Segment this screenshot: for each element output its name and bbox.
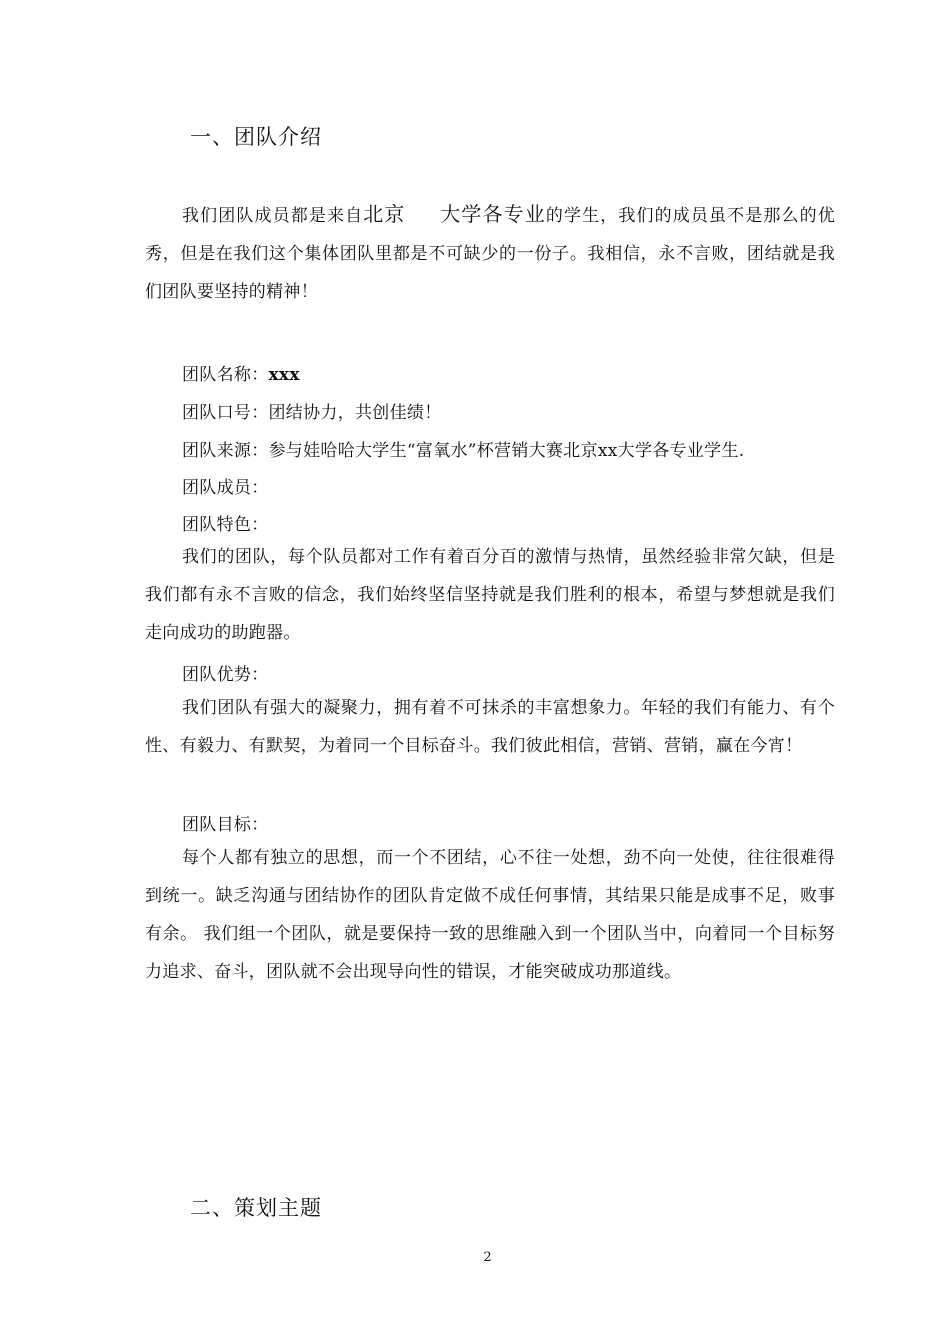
page-number: 2 xyxy=(483,1250,492,1265)
intro-big-beijing: 北京 xyxy=(363,202,406,226)
team-goal-text: 每个人都有独立的思想，而一个不团结，心不往一处想，劲不向一处使，往往很难得到统一。缺乏沟通与团结协作的团队肯定做不成任何事情，其结果只能是成事不足，败事有余。 我们组一个团队，就是要保持一致的思维融入到一个团队当中，向着同一个目标努力追求、奋斗，团队就不会出现导向性的错误，才能突破成功那道线。 xyxy=(145,848,835,982)
team-members-line: 团队成员： xyxy=(182,478,269,498)
team-goal-title: 团队目标： xyxy=(182,815,269,835)
team-source-line: 团队来源：参与娃哈哈大学生“富氧水”杯营销大赛北京xx大学各专业学生. xyxy=(182,441,745,461)
intro-big-university: 大学各专业 xyxy=(439,202,546,226)
intro-paragraph xyxy=(145,195,835,311)
team-features-title: 团队特色： xyxy=(182,515,269,535)
team-advantages-text: 我们团队有强大的凝聚力，拥有着不可抹杀的丰富想象力。年轻的我们有能力、有个性、有毅力、有默契，为着同一个目标奋斗。我们彼此相信，营销、营销，赢在今宵！ xyxy=(145,698,835,756)
team-advantages-title: 团队优势： xyxy=(182,665,269,685)
team-name-line xyxy=(182,360,300,385)
team-slogan-line: 团队口号：团结协力，共创佳绩！ xyxy=(182,403,442,423)
team-name-label: 团队名称： xyxy=(182,365,269,385)
section-heading-team-intro: 一、团队介绍 xyxy=(190,125,322,149)
intro-post: 的学生，我们的成员虽不是那么的优秀，但是在我们这个集体团队里都是不可缺少的一份子。我相信，永不言败，团结就是我们团队要坚持的精神！ xyxy=(145,206,836,302)
intro-pre: 我们团队成员都是来自 xyxy=(182,206,364,226)
team-features-text: 我们的团队，每个队员都对工作有着百分百的激情与热情，虽然经验非常欠缺，但是我们都有永不言败的信念，我们始终坚信坚持就是我们胜利的根本，希望与梦想就是我们走向成功的助跑器。 xyxy=(145,547,835,643)
section-heading-planning-theme: 二、策划主题 xyxy=(190,1196,322,1220)
team-name-value: xxx xyxy=(268,365,300,385)
